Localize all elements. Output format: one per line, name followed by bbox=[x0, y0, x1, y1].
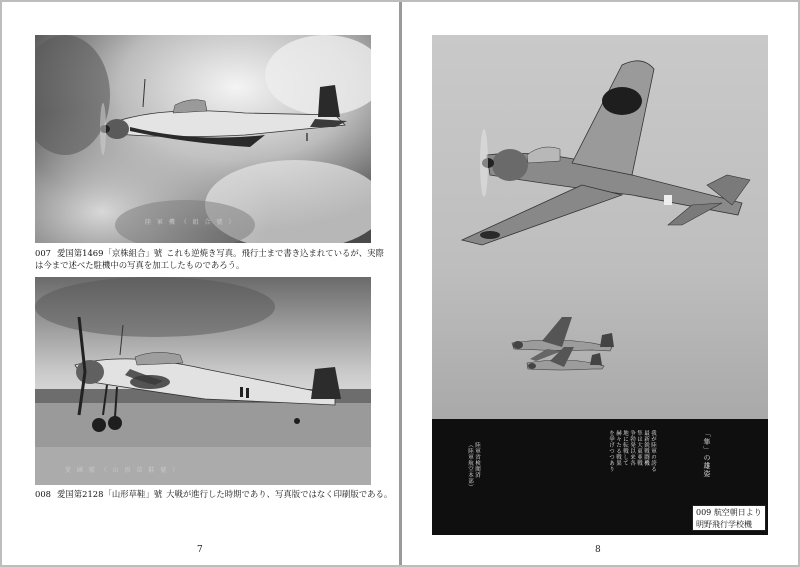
page-number-left: 7 bbox=[197, 545, 203, 555]
poster-body-line-2: 最新鋭戦闘機 bbox=[643, 430, 649, 466]
poster-body-line-1: 我が陸軍の誇る bbox=[650, 430, 656, 472]
caption-008-line1: 大戦が進行した時期であり、写真版ではなく印刷版である。 bbox=[166, 489, 393, 499]
right-page bbox=[402, 2, 798, 565]
poster-body-line-3: 隼は大東亜戦 bbox=[636, 430, 642, 466]
photo-008-parked-aircraft bbox=[35, 277, 371, 485]
photo-009-hayabusa-formation bbox=[432, 35, 768, 419]
poster-side-note bbox=[466, 442, 480, 502]
poster-body-line-7: を挙げつつあり bbox=[608, 430, 614, 472]
photo-007-aircraft-in-clouds bbox=[35, 35, 371, 243]
credit-box bbox=[692, 505, 766, 531]
book-spread bbox=[2, 2, 798, 565]
caption-008 bbox=[35, 488, 392, 500]
credit-line-2: 明野飛行学校機 bbox=[696, 520, 752, 529]
caption-007-line1: これも逆焼き写真。飛行士まで書き込まれているが、実際 bbox=[166, 248, 384, 258]
poster-side-line-1: 陸軍省検閲済 bbox=[474, 442, 480, 478]
poster-body-line-4: 争勃発以来各 bbox=[629, 430, 635, 466]
poster-body-line-6: 赫々たる戦果 bbox=[615, 430, 621, 466]
page-number-right: 8 bbox=[595, 545, 601, 555]
poster-title: 「隼」の雄姿 bbox=[703, 430, 711, 478]
caption-007 bbox=[35, 247, 384, 271]
poster-body-line-5: 地に転戦して bbox=[622, 430, 628, 466]
caption-008-number: 008 bbox=[35, 489, 51, 499]
caption-007-line2: は今まで述べた駐機中の写真を加工したものであろう。 bbox=[35, 260, 245, 270]
caption-007-number: 007 bbox=[35, 248, 51, 258]
caption-008-title: 愛国第2128「山形草鞋」號 bbox=[57, 489, 163, 499]
caption-007-title: 愛国第1469「京株組合」號 bbox=[57, 248, 163, 258]
poster-body bbox=[607, 430, 656, 520]
photo-007-inset-text: 陸 軍 機 （ 組 合 號 ） bbox=[145, 219, 237, 226]
left-page bbox=[2, 2, 399, 565]
poster-side-line-2: （陸軍航空本部） bbox=[467, 442, 473, 490]
photo-008-inset-text: 愛 國 號 （ 山 形 草 鞋 號 ） bbox=[65, 467, 181, 474]
credit-line-1: 009 航空朝日より bbox=[696, 508, 762, 517]
